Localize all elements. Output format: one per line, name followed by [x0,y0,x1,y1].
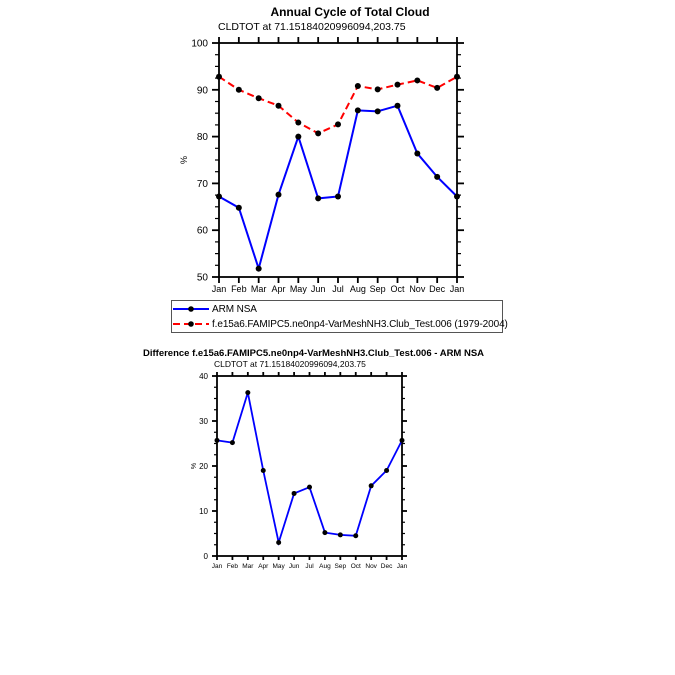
svg-text:Mar: Mar [250,284,267,294]
svg-text:Apr: Apr [271,284,286,294]
svg-text:Mar: Mar [242,563,254,570]
svg-text:100: 100 [191,38,208,50]
legend-box [171,300,508,333]
svg-text:0: 0 [203,551,208,561]
legend-item-arm-nsa [172,302,502,317]
svg-text:40: 40 [199,371,208,381]
svg-text:20: 20 [199,461,208,471]
svg-text:Dec: Dec [429,284,446,294]
legend-label-model: f.e15a6.FAMIPC5.ne0np4-VarMeshNH3.Club_Test.006 (1979-2004) [212,318,508,330]
svg-text:Jan: Jan [211,284,227,294]
svg-text:Aug: Aug [319,563,331,570]
svg-text:Apr: Apr [258,563,269,570]
bottom-chart-plot [150,368,480,580]
svg-text:70: 70 [196,178,208,190]
svg-text:Dec: Dec [380,563,393,570]
svg-text:Jul: Jul [305,563,314,570]
svg-text:10: 10 [199,506,208,516]
svg-text:Jun: Jun [288,563,300,570]
top-chart-title: Annual Cycle of Total Cloud [270,5,430,19]
svg-text:Jun: Jun [310,284,326,294]
top-chart-subtitle: CLDTOT at 71.15184020996094,203.75 [218,21,406,33]
svg-text:%: % [179,155,189,165]
svg-text:Jan: Jan [396,563,408,570]
svg-text:Feb: Feb [226,563,239,570]
svg-text:80: 80 [196,132,208,144]
legend-line-sample-red [172,318,210,330]
svg-text:Feb: Feb [231,284,247,294]
svg-text:Nov: Nov [365,563,377,570]
svg-text:30: 30 [199,416,208,426]
bottom-chart-title: Difference f.e15a6.FAMIPC5.ne0np4-VarMeshNH3.Club_Test.006 - ARM NSA [143,348,485,359]
svg-text:90: 90 [196,85,208,97]
svg-text:Nov: Nov [409,284,426,294]
legend-item-model [172,317,508,332]
svg-text:Sep: Sep [369,284,386,294]
svg-text:Oct: Oct [390,284,405,294]
svg-text:Oct: Oct [350,563,361,570]
svg-text:Jan: Jan [211,563,223,570]
svg-text:Sep: Sep [334,563,347,570]
svg-text:Aug: Aug [349,284,366,294]
svg-text:%: % [191,462,198,470]
bottom-chart-subtitle: CLDTOT at 71.15184020996094,203.75 [214,359,366,369]
legend-line-sample-blue [172,303,210,315]
top-chart-plot [150,35,480,303]
svg-text:50: 50 [196,272,208,284]
legend-label-arm-nsa: ARM NSA [212,303,257,315]
svg-text:60: 60 [196,225,208,237]
svg-text:May: May [272,563,285,570]
svg-text:Jul: Jul [332,284,344,294]
svg-text:May: May [289,284,307,294]
svg-text:Jan: Jan [449,284,465,294]
